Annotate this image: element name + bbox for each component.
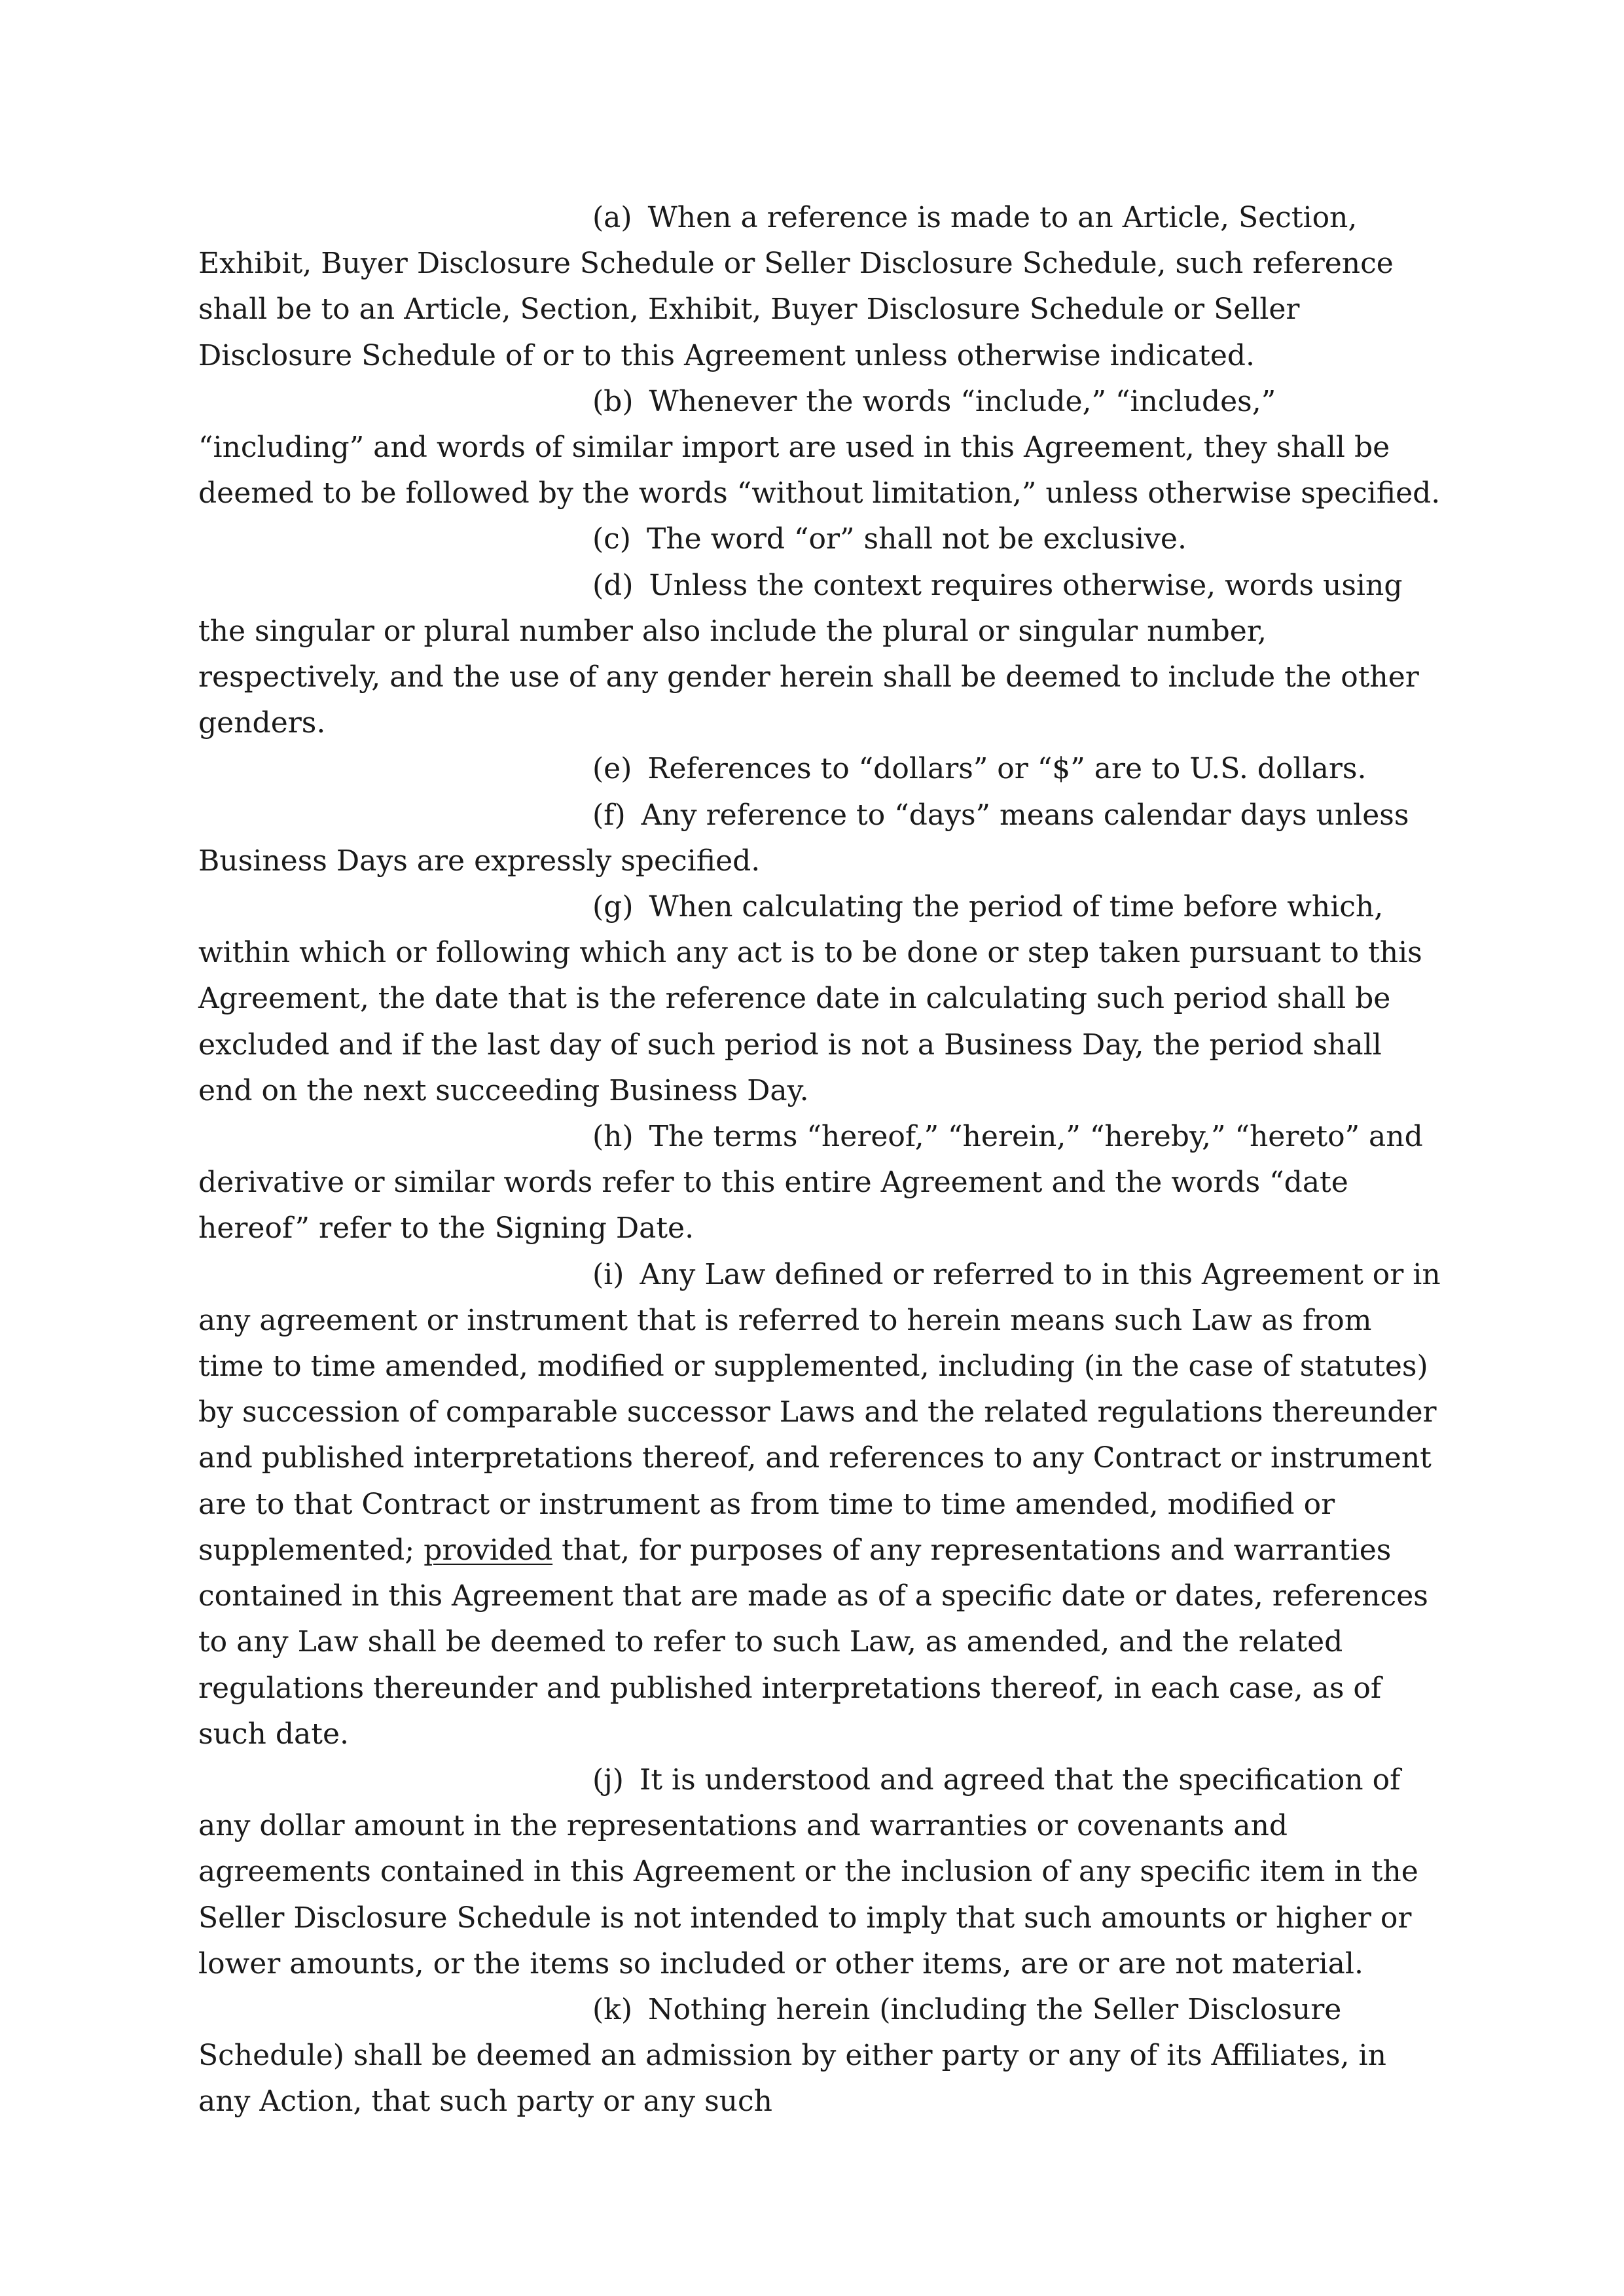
document-body	[198, 195, 1442, 2125]
paragraph-g	[198, 884, 1442, 1114]
paragraph-text: When a reference is made to an Article, Section, Exhibit, Buyer Disclosure Schedule or Seller Disclosure Schedule, such reference shall be to an Article, Section, Exhibit, Buyer Disclosure Schedule or Seller Disclosure Schedule of or to this Agreement unless otherwise indicated.	[198, 201, 1394, 372]
paragraph-label: (g)	[592, 890, 634, 924]
paragraph-j	[198, 1757, 1442, 1987]
paragraph-text: The terms “hereof,” “herein,” “hereby,” “hereto” and derivative or similar words refer to this entire Agreement and the words “date hereof” refer to the Signing Date.	[198, 1120, 1423, 1246]
paragraph-text: Any Law defined or referred to in this Agreement or in any agreement or instrument that is referred to herein means such Law as from time to time amended, modified or supplemented, including (in the case of statutes) by succession of comparable successor Laws and the related regulations thereunder and published interpretations thereof, and references to any Contract or instrument are to that Contract or instrument as from time to time amended, modified or supplemented;	[198, 1257, 1441, 1567]
paragraph-label: (i)	[592, 1257, 624, 1291]
paragraph-k	[198, 1987, 1442, 2125]
paragraph-i	[198, 1252, 1442, 1757]
paragraph-label: (c)	[592, 522, 631, 556]
paragraph-label: (b)	[592, 384, 634, 418]
paragraph-a	[198, 195, 1442, 379]
paragraph-text: It is understood and agreed that the specification of any dollar amount in the representations and warranties or covenants and agreements contained in this Agreement or the inclusion of any specific item in the Seller Disclosure Schedule is not intended to imply that such amounts or higher or lower amounts, or the items so included or other items, are or are not material.	[198, 1763, 1418, 1981]
paragraph-label: (j)	[592, 1763, 624, 1797]
paragraph-text: Unless the context requires otherwise, words using the singular or plural number also include the plural or singular number, respectively, and the use of any gender herein shall be deemed to include the other genders.	[198, 568, 1419, 740]
provided-underlined-term: provided	[424, 1533, 553, 1567]
paragraph-label: (d)	[592, 568, 634, 602]
paragraph-text: Any reference to “days” means calendar days unless Business Days are expressly specified.	[198, 798, 1409, 878]
paragraph-text: Whenever the words “include,” “includes,” “including” and words of similar import are used in this Agreement, they shall be deemed to be followed by the words “without limitation,” unless otherwise specified.	[198, 384, 1441, 511]
paragraph-h	[198, 1114, 1442, 1252]
paragraph-text: References to “dollars” or “$” are to U.S. dollars.	[647, 752, 1367, 786]
paragraph-text: When calculating the period of time before which, within which or following which any act is to be done or step taken pursuant to this Agreement, the date that is the reference date in calculating such period shall be excluded and if the last day of such period is not a Business Day, the period shall end on the next succeeding Business Day.	[198, 890, 1422, 1107]
paragraph-label: (h)	[592, 1120, 634, 1154]
paragraph-d	[198, 563, 1442, 747]
paragraph-text: The word “or” shall not be exclusive.	[646, 522, 1187, 556]
paragraph-e	[198, 746, 1442, 792]
paragraph-f	[198, 793, 1442, 884]
paragraph-text: Nothing herein (including the Seller Disclosure Schedule) shall be deemed an admission by either party or any of its Affiliates, in any Action, that such party or any such	[198, 1992, 1386, 2119]
paragraph-label: (k)	[592, 1992, 632, 2026]
paragraph-label: (a)	[592, 201, 632, 234]
paragraph-c	[198, 516, 1442, 562]
paragraph-text-continued: that, for purposes of any representations and warranties contained in this Agreement that are made as of a specific date or dates, references to any Law shall be deemed to refer to such Law, as amended, and the related regulations thereunder and published interpretations thereof, in each case, as of such date.	[198, 1533, 1428, 1751]
paragraph-label: (e)	[592, 752, 632, 786]
paragraph-b	[198, 379, 1442, 517]
paragraph-label: (f)	[592, 798, 626, 832]
